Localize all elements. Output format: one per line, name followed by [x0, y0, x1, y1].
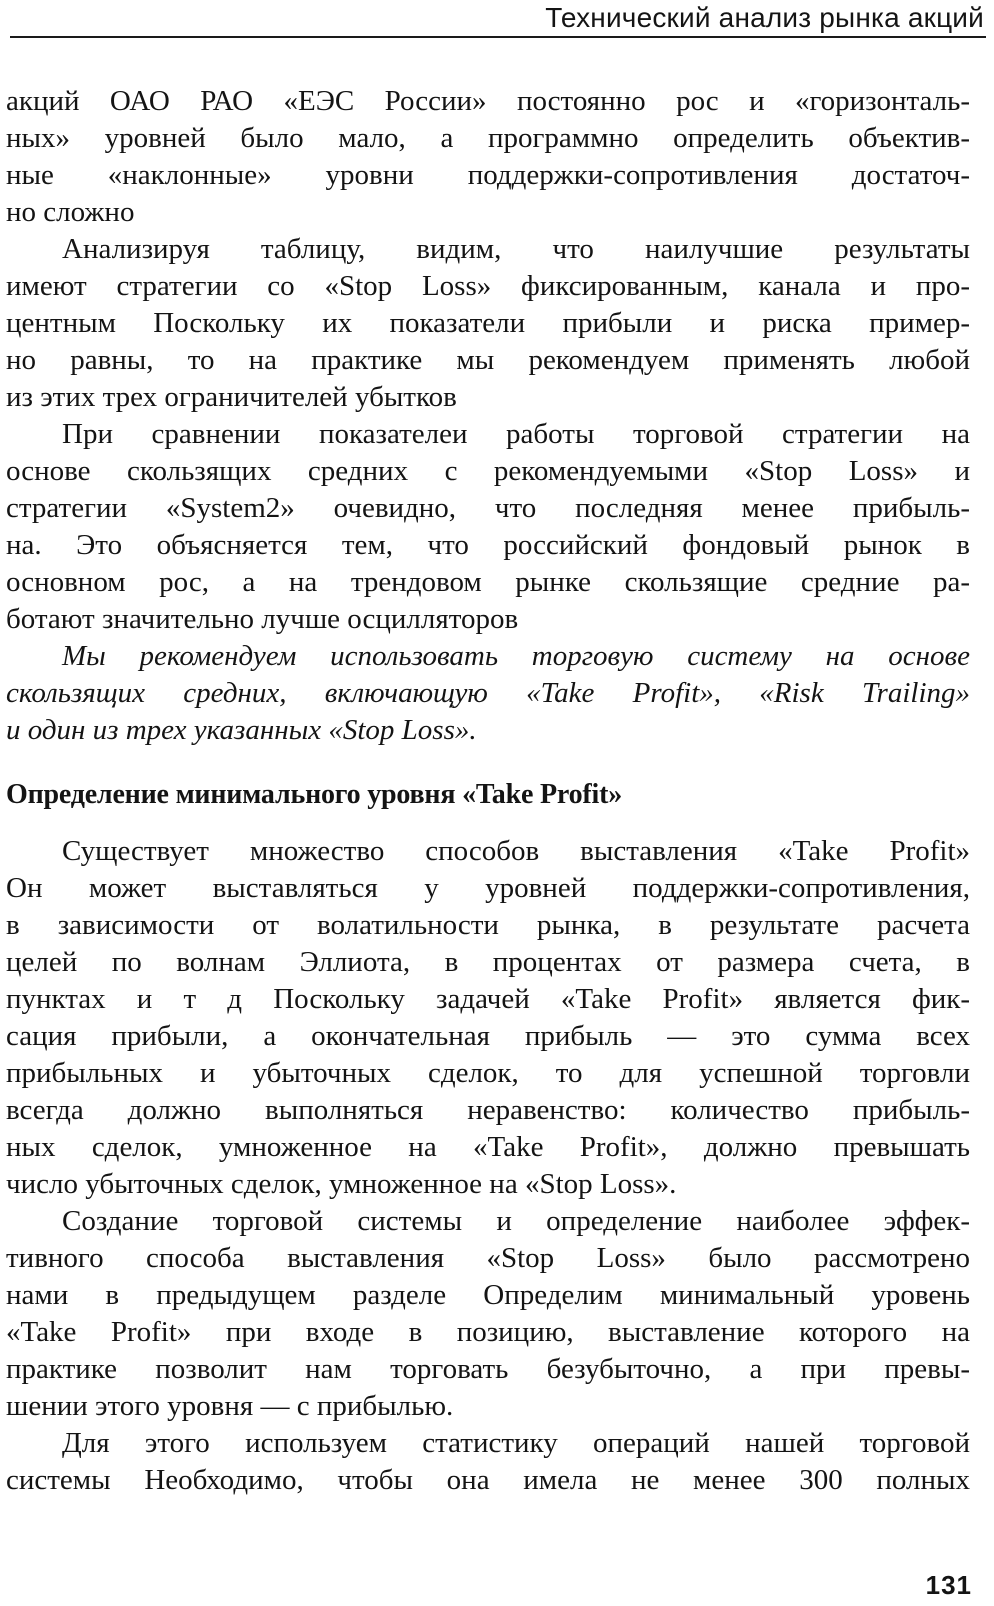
text-line: Он может выставляться у уровней поддержки-сопротивления,	[6, 872, 970, 904]
page-number: 131	[925, 1570, 972, 1600]
text-line: ных сделок, умноженное на «Take Profit», должно превышать	[6, 1131, 970, 1163]
text-line: целей по волнам Эллиота, в процентах от размера счета, в	[6, 946, 970, 978]
text-line: Создание торговой системы и определение наиболее эффек-	[62, 1205, 970, 1237]
text-line: центным Поскольку их показатели прибыли и риска пример-	[6, 307, 970, 339]
text-line: имеют стратегии со «Stop Loss» фиксированным, канала и про-	[6, 270, 970, 302]
text-line: Анализируя таблицу, видим, что наилучшие результаты	[62, 233, 970, 265]
text-line: но сложно	[6, 196, 135, 228]
text-line: нами в предыдущем разделе Определим минимальный уровень	[6, 1279, 970, 1311]
text-line: но равны, то на практике мы рекомендуем применять любой	[6, 344, 970, 376]
text-line: пунктах и т д Поскольку задачей «Take Profit» является фик-	[6, 983, 970, 1015]
text-line: шении этого уровня — с прибылью.	[6, 1390, 454, 1422]
text-line: Для этого используем статистику операций нашей торговой	[62, 1427, 970, 1459]
section-heading: Определение минимального уровня «Take Profit»	[6, 779, 623, 810]
running-head-title: Технический анализ рынка акций	[545, 2, 984, 33]
text-line: При сравнении показателеи работы торговой стратегии на	[62, 418, 970, 450]
text-line: Существует множество способов выставления «Take Profit»	[62, 835, 970, 867]
text-line: ные «наклонные» уровни поддержки-сопротивления достаточ-	[6, 159, 970, 191]
text-line: всегда должно выполняться неравенство: количество прибыль-	[6, 1094, 970, 1126]
text-line: основном рос, а на трендовом рынке скользящие средние ра-	[6, 566, 970, 598]
text-line: скользящих средних, включающую «Take Profit», «Risk Trailing»	[6, 677, 970, 709]
text-line: сация прибыли, а окончательная прибыль — это сумма всех	[6, 1020, 970, 1052]
text-line: «Take Profit» при входе в позицию, выставление которого на	[6, 1316, 970, 1348]
text-line: ботают значительно лучше осцилляторов	[6, 603, 519, 635]
text-line: из этих трех ограничителей убытков	[6, 381, 457, 413]
text-line: Мы рекомендуем использовать торговую систему на основе	[62, 640, 970, 672]
text-line: число убыточных сделок, умноженное на «Stop Loss».	[6, 1168, 677, 1200]
text-line: прибыльных и убыточных сделок, то для успешной торговли	[6, 1057, 970, 1089]
text-line: и один из трех указанных «Stop Loss».	[6, 714, 477, 746]
text-line: системы Необходимо, чтобы она имела не менее 300 полных	[6, 1464, 970, 1496]
text-line: на. Это объясняется тем, что российский фондовый рынок в	[6, 529, 970, 561]
text-line: в зависимости от волатильности рынка, в результате расчета	[6, 909, 970, 941]
running-head	[10, 0, 986, 38]
text-line: ных» уровней было мало, а программно определить объектив-	[6, 122, 970, 154]
text-line: тивного способа выставления «Stop Loss» было рассмотрено	[6, 1242, 970, 1274]
text-line: практике позволит нам торговать безубыточно, а при превы-	[6, 1353, 970, 1385]
text-line: основе скользящих средних с рекомендуемыми «Stop Loss» и	[6, 455, 970, 487]
text-line: стратегии «System2» очевидно, что последняя менее прибыль-	[6, 492, 970, 524]
text-line: акций ОАО РАО «ЕЭС России» постоянно рос и «горизонталь-	[6, 85, 970, 117]
